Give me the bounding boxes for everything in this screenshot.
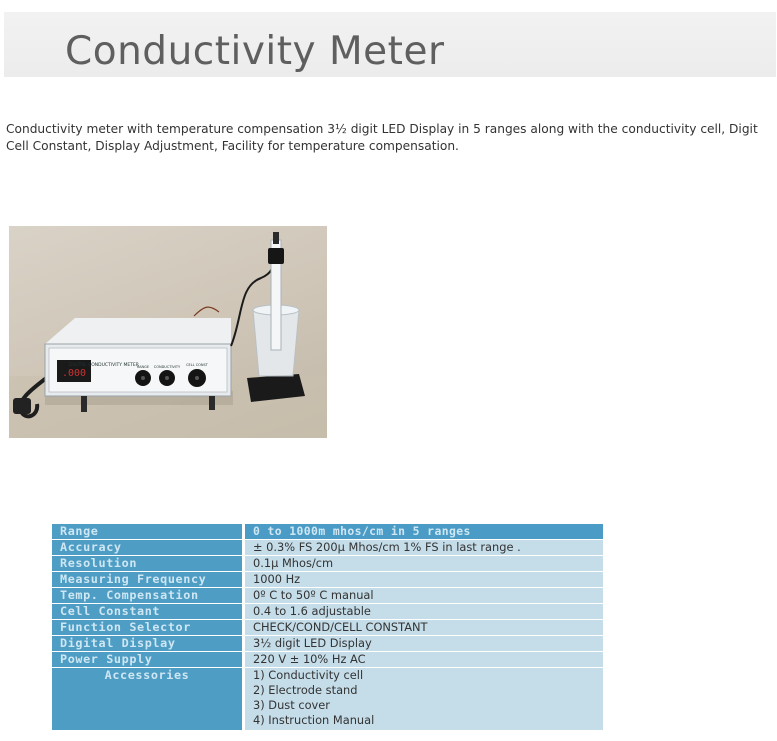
spec-label: Accuracy xyxy=(52,540,242,555)
table-row xyxy=(52,540,603,555)
svg-text:.000: .000 xyxy=(61,368,87,379)
panel-label: DIGITAL CONDUCTIVITY METER xyxy=(69,363,139,368)
page-title: Conductivity Meter xyxy=(65,29,445,74)
table-row xyxy=(52,588,603,603)
spec-value: ± 0.3% FS 200μ Mhos/cm 1% FS in last range . xyxy=(242,540,603,555)
spec-value: 220 V ± 10% Hz AC xyxy=(242,652,603,667)
spec-value: 0 to 1000m mhos/cm in 5 ranges xyxy=(242,524,603,539)
product-description: Conductivity meter with temperature compensation 3½ digit LED Display in 5 ranges along with the conductivity cell, Digit Cell Constant, Display Adjustment, Facility for temperature compensation. xyxy=(6,122,758,153)
spec-label: Power Supply xyxy=(52,652,242,667)
spec-value: 0.1μ Mhos/cm xyxy=(242,556,603,571)
spec-label: Digital Display xyxy=(52,636,242,651)
product-photo xyxy=(9,226,327,438)
spec-label: Range xyxy=(52,524,242,539)
table-row xyxy=(52,572,603,587)
knob-label-conductivity: CONDUCTIVITY xyxy=(153,365,181,369)
accessory-item: 1) Conductivity cell xyxy=(253,668,364,682)
table-row-accessories xyxy=(52,668,603,730)
spec-label: Resolution xyxy=(52,556,242,571)
spec-value: 0º C to 50º C manual xyxy=(242,588,603,603)
accessories-label: Accessories xyxy=(52,668,242,730)
spec-label: Function Selector xyxy=(52,620,242,635)
accessory-item: 3) Dust cover xyxy=(253,698,330,712)
spec-value: 3½ digit LED Display xyxy=(242,636,603,651)
knob-label-range: RANGE xyxy=(136,365,150,369)
table-row xyxy=(52,636,603,651)
table-row xyxy=(52,604,603,619)
accessory-item: 4) Instruction Manual xyxy=(253,713,375,727)
spec-value: 0.4 to 1.6 adjustable xyxy=(242,604,603,619)
accessories-list xyxy=(242,668,603,730)
table-row xyxy=(52,652,603,667)
accessory-item: 2) Electrode stand xyxy=(253,683,358,697)
table-row xyxy=(52,556,603,571)
table-row xyxy=(52,620,603,635)
spec-label: Cell Constant xyxy=(52,604,242,619)
table-row xyxy=(52,524,603,539)
spec-value: 1000 Hz xyxy=(242,572,603,587)
specification-table xyxy=(52,523,603,731)
knob-label-cell-const: CELL CONST xyxy=(186,363,208,367)
spec-label: Measuring Frequency xyxy=(52,572,242,587)
spec-value: CHECK/COND/CELL CONSTANT xyxy=(242,620,603,635)
spec-label: Temp. Compensation xyxy=(52,588,242,603)
conductivity-meter-illustration xyxy=(9,226,327,438)
